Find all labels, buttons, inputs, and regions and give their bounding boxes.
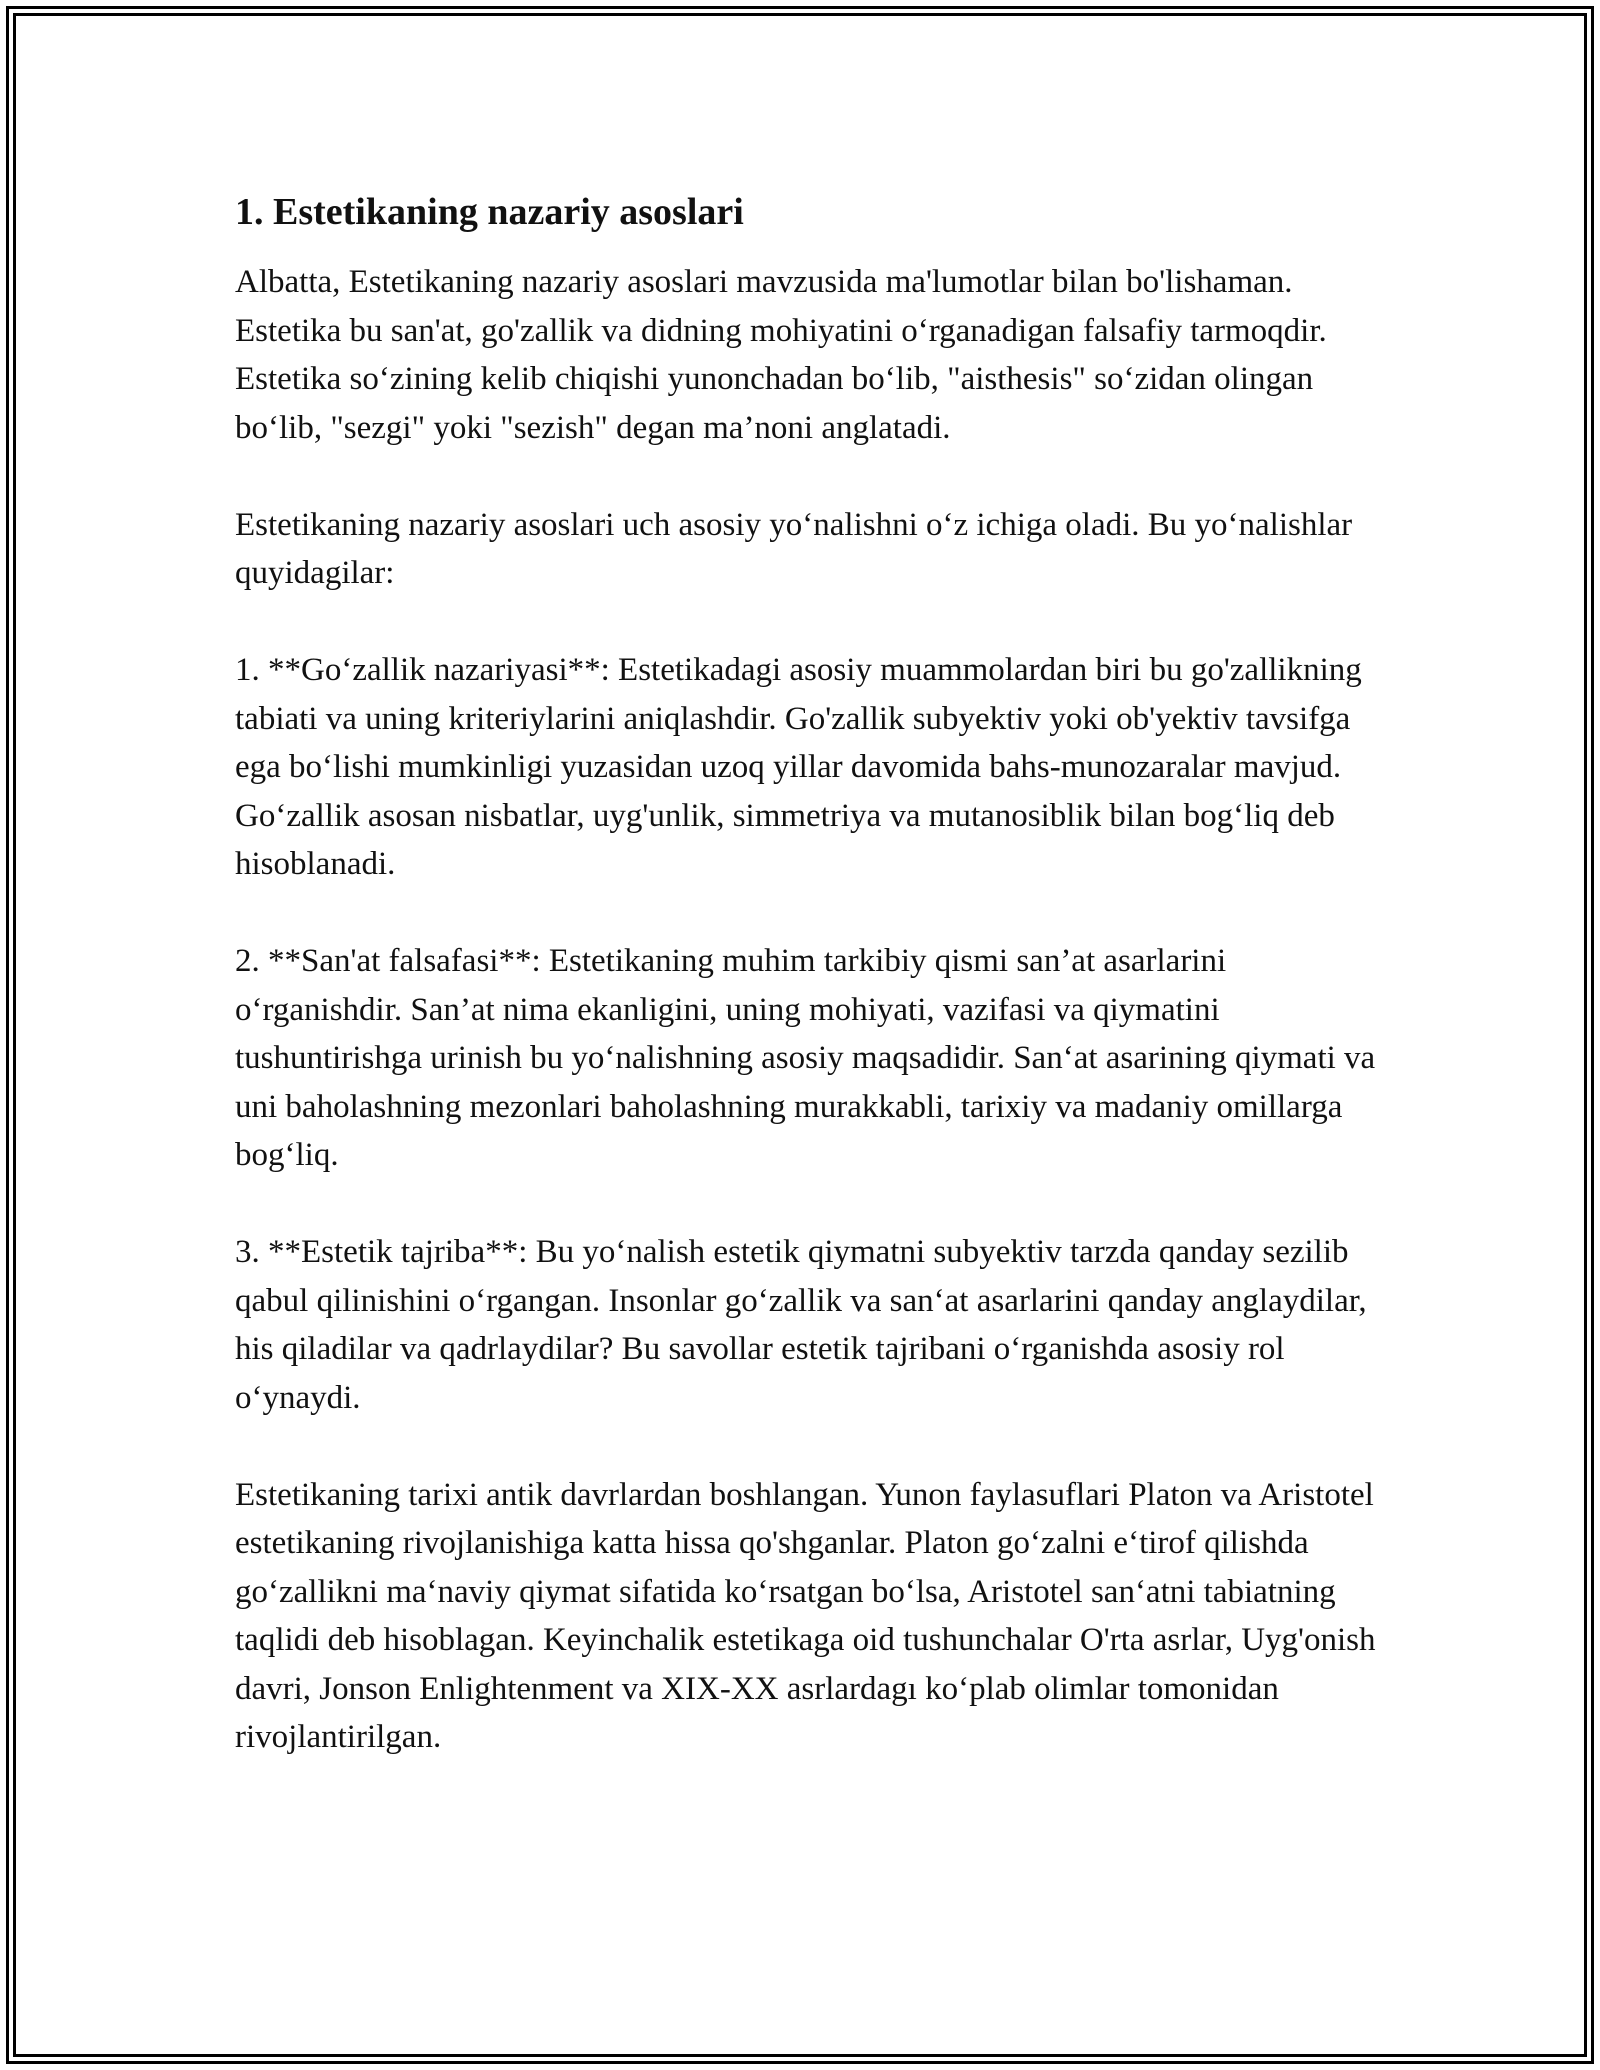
art-philosophy-paragraph: 2. **San'at falsafasi**: Estetikaning muhim tarkibiy qismi san’at asarlarini o‘rganishdir. San’at nima ekanligini, uning mohiyati, vazifasi va qiymatini tushuntirishga urinish bu yo‘nalishning asosiy maqsadidir. San‘at asarining qiymati va uni baholashning mezonlari baholashning murakkabli, tarixiy va madaniy omillarga bog‘liq.	[235, 943, 1376, 1173]
section-heading: 1. Estetikaning nazariy asoslari	[235, 191, 744, 233]
document-body	[235, 188, 1385, 1762]
directions-intro-paragraph: Estetikaning nazariy asoslari uch asosiy yo‘nalishni o‘z ichiga oladi. Bu yo‘nalishlar quyidagilar:	[235, 506, 1353, 591]
intro-paragraph: Albatta, Estetikaning nazariy asoslari mavzusida ma'lumotlar bilan bo'lishaman. Estetika bu san'at, go'zallik va didning mohiyatini o‘rganadigan falsafiy tarmoqdir. Estetika so‘zining kelib chiqishi yunonchadan bo‘lib, "aisthesis" so‘zidan olingan bo‘lib, "sezgi" yoki "sezish" degan ma’noni anglatadi.	[235, 264, 1327, 446]
history-paragraph: Estetikaning tarixi antik davrlardan boshlangan. Yunon faylasuflari Platon va Aristotel estetikaning rivojlanishiga katta hissa qo'shganlar. Platon go‘zalni e‘tirof qilishda go‘zallikni ma‘naviy qiymat sifatida ko‘rsatgan bo‘lsa, Aristotel san‘atni tabiatning taqlidi deb hisoblagan. Keyinchalik estetikaga oid tushunchalar O'rta asrlar, Uyg'onish davri, Jonson Enlightenment va XIX-XX asrlardagı ko‘plab olimlar tomonidan rivojlantirilgan.	[235, 1476, 1376, 1755]
aesthetic-experience-paragraph: 3. **Estetik tajriba**: Bu yo‘nalish estetik qiymatni subyektiv tarzda qanday sezilib qabul qilinishini o‘rgangan. Insonlar go‘zallik va san‘at asarlarini qanday anglaydilar, his qiladilar va qadrlaydilar? Bu savollar estetik tajribani o‘rganishda asosiy rol o‘ynaydi.	[235, 1234, 1367, 1416]
beauty-theory-paragraph: 1. **Go‘zallik nazariyasi**: Estetikadagi asosiy muammolardan biri bu go'zallikning tabiati va uning kriteriylarini aniqlashdir. Go'zallik subyektiv yoki ob'yektiv tavsifga ega bo‘lishi mumkinligi yuzasidan uzoq yillar davomida bahs-munozaralar mavjud. Go‘zallik asosan nisbatlar, uyg'unlik, simmetriya va mutanosiblik bilan bog‘liq deb hisoblanadi.	[235, 652, 1362, 882]
